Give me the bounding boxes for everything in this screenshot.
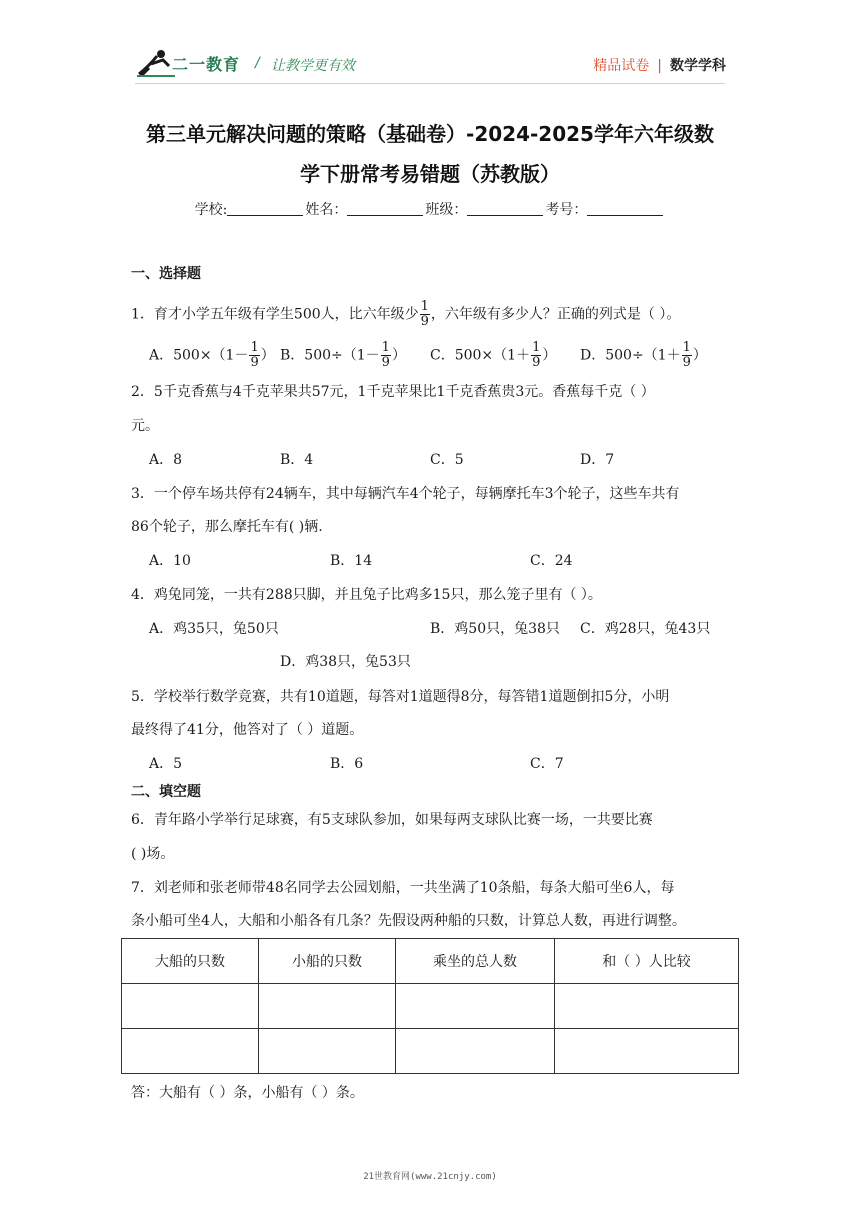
q1-option-d-text: D．500÷（1＋ (580, 347, 681, 364)
table-cell[interactable] (259, 1029, 396, 1074)
page-header (0, 0, 860, 96)
exam-no-blank[interactable] (587, 201, 663, 216)
q6-stem-line-1: 6．青年路小学举行足球赛，有5支球队参加，如果每两支球队比赛一场，一共要比赛 (131, 812, 653, 828)
q7-table (121, 938, 739, 1074)
page-title-line-2: 学下册常考易错题（苏教版） (300, 162, 560, 186)
q6-stem-line-2: ( )场。 (131, 846, 175, 862)
q1-option-a[interactable] (149, 341, 275, 370)
q2-stem-line-1: 2．5千克香蕉与4千克苹果共57元，1千克苹果比1千克香蕉贵3元。香蕉每千克（ ） (131, 384, 655, 400)
header-rule (135, 83, 725, 84)
q7-answer-line: 答：大船有（ ）条，小船有（ ）条。 (131, 1085, 364, 1101)
table-cell[interactable] (396, 1029, 555, 1074)
frac-numerator: 1 (682, 340, 691, 355)
frac-numerator: 1 (381, 340, 390, 355)
q4-option-b[interactable]: B．鸡50只，兔38只 (430, 621, 560, 637)
q1-option-c[interactable] (430, 341, 556, 370)
table-row (122, 1029, 739, 1074)
frac-numerator: 1 (532, 340, 541, 355)
q4-stem: 4．鸡兔同笼，一共有288只脚，并且兔子比鸡多15只，那么笼子里有（ ）。 (131, 587, 602, 603)
q7-col-big-boats: 大船的只数 (122, 939, 259, 984)
q2-option-d[interactable]: D．7 (580, 452, 615, 468)
frac-denominator: 9 (381, 355, 390, 370)
q1-option-d-fraction (682, 341, 692, 370)
q2-option-c[interactable]: C．5 (430, 452, 464, 468)
table-cell[interactable] (122, 984, 259, 1029)
q7-table-header-row (122, 939, 739, 984)
school-blank[interactable] (227, 201, 303, 216)
table-cell[interactable] (122, 1029, 259, 1074)
q7-stem-line-2: 条小船可坐4人，大船和小船各有几条？先假设两种船的只数，计算总人数，再进行调整。 (131, 913, 686, 929)
q5-option-b[interactable]: B．6 (330, 756, 364, 772)
q1-option-d[interactable] (580, 341, 707, 370)
q1-option-b-text: B．500÷（1－ (280, 347, 380, 364)
school-label: 学校: (194, 202, 228, 218)
q4-option-d[interactable]: D．鸡38只，兔53只 (280, 654, 411, 670)
q1-option-d-close: ） (692, 347, 707, 364)
page-footer: 21世教育网(www.21cnjy.com) (363, 1172, 497, 1182)
q1-frac-denominator: 9 (420, 314, 429, 329)
q1-option-c-text: C．500×（1＋ (430, 347, 531, 364)
name-label: 姓名： (305, 202, 348, 218)
q3-option-a[interactable]: A．10 (149, 553, 191, 569)
slogan: 让教学更有效 (271, 58, 355, 74)
q1-stem-part-b: ，六年级有多少人？正确的列式是（ ）。 (430, 306, 681, 323)
q5-option-a[interactable]: A．5 (149, 756, 183, 772)
header-divider: | (657, 58, 662, 74)
table-cell[interactable] (555, 984, 739, 1029)
table-cell[interactable] (555, 1029, 739, 1074)
q1-stem-part-a: 1．育才小学五年级有学生500人，比六年级少 (131, 306, 419, 323)
q7-stem-line-1: 7．刘老师和张老师带48名同学去公园划船，一共坐满了10条船，每条大船可坐6人，每 (131, 880, 675, 896)
table-cell[interactable] (396, 984, 555, 1029)
table-row (122, 984, 739, 1029)
table-cell[interactable] (259, 984, 396, 1029)
slogan-separator: / (255, 55, 260, 71)
q1-option-c-close: ） (542, 347, 557, 364)
student-info-row (0, 199, 860, 219)
class-label: 班级： (425, 202, 468, 218)
q1-option-a-fraction (249, 341, 259, 370)
q1-stem (131, 300, 680, 329)
name-blank[interactable] (347, 201, 423, 216)
q7-col-compare: 和（ ）人比较 (555, 939, 739, 984)
quality-label: 精品试卷 (593, 58, 650, 74)
logo-text: 二一教育 (172, 55, 241, 74)
q1-option-c-fraction (531, 341, 541, 370)
section-choice-heading: 一、选择题 (131, 266, 201, 282)
q3-option-c[interactable]: C．24 (530, 553, 573, 569)
page-title-line-1: 第三单元解决问题的策略（基础卷）-2024-2025学年六年级数 (146, 122, 714, 146)
q5-stem-line-2: 最终得了41分，他答对了（ ）道题。 (131, 722, 364, 738)
q1-fraction (420, 300, 430, 329)
q4-option-a[interactable]: A．鸡35只，兔50只 (149, 621, 279, 637)
q1-option-b[interactable] (280, 341, 406, 370)
section-fill-heading: 二、填空题 (131, 784, 201, 800)
q3-option-b[interactable]: B．14 (330, 553, 373, 569)
q7-col-total-people: 乘坐的总人数 (396, 939, 555, 984)
q7-col-small-boats: 小船的只数 (259, 939, 396, 984)
q5-stem-line-1: 5．学校举行数学竞赛，共有10道题，每答对1道题得8分，每答错1道题倒扣5分，小明 (131, 689, 670, 705)
frac-denominator: 9 (682, 355, 691, 370)
q5-option-c[interactable]: C．7 (530, 756, 564, 772)
frac-denominator: 9 (250, 355, 259, 370)
header-right-labels (593, 55, 726, 75)
q4-option-c[interactable]: C．鸡28只，兔43只 (580, 621, 711, 637)
frac-denominator: 9 (532, 355, 541, 370)
q2-option-b[interactable]: B．4 (280, 452, 314, 468)
q3-stem-line-1: 3．一个停车场共停有24辆车，其中每辆汽车4个轮子，每辆摩托车3个轮子，这些车共有 (131, 486, 680, 502)
class-blank[interactable] (467, 201, 543, 216)
q2-option-a[interactable]: A．8 (149, 452, 183, 468)
subject-label: 数学学科 (670, 58, 726, 74)
q1-option-a-close: ） (260, 347, 275, 364)
q1-frac-numerator: 1 (420, 299, 429, 314)
q2-stem-line-2: 元。 (131, 418, 159, 434)
q1-option-a-text: A．500×（1－ (149, 347, 249, 364)
exam-no-label: 考号： (545, 202, 588, 218)
frac-numerator: 1 (250, 340, 259, 355)
q3-stem-line-2: 86个轮子，那么摩托车有( )辆. (131, 519, 323, 535)
q1-option-b-fraction (381, 341, 391, 370)
q1-option-b-close: ） (391, 347, 406, 364)
